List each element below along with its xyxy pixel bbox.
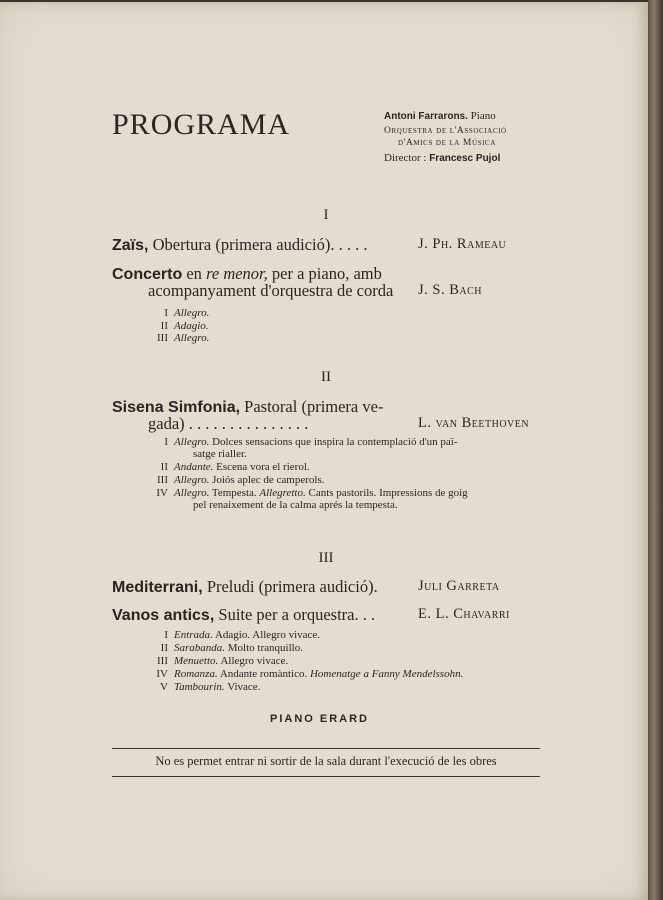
movement-item bbox=[140, 474, 325, 486]
work-composer: J. S. Bach bbox=[418, 282, 482, 298]
work-composer: Juli Garreta bbox=[418, 578, 500, 594]
section-numeral: II bbox=[321, 369, 331, 385]
movement-text: Adagio. Allegro vivace. bbox=[214, 629, 321, 641]
movement-item bbox=[140, 487, 468, 499]
movement-item bbox=[140, 461, 310, 473]
movement-number: III bbox=[157, 655, 168, 667]
pianist-credit bbox=[384, 110, 496, 122]
movement-tempo: Sarabanda. bbox=[174, 642, 226, 654]
director-credit bbox=[384, 152, 500, 164]
movement-item bbox=[140, 629, 320, 641]
work-composer: L. van Beethoven bbox=[418, 415, 530, 431]
work-description: Pastoral (primera ve- bbox=[244, 397, 384, 416]
movement-item bbox=[140, 332, 209, 344]
section-numeral: III bbox=[318, 550, 334, 566]
work-description: Obertura (primera audició). . . . . bbox=[152, 235, 368, 254]
movement-number: V bbox=[160, 681, 168, 693]
movement-tempo: Allegro. bbox=[174, 487, 210, 499]
movement-number: IV bbox=[156, 668, 168, 680]
movement-item bbox=[140, 320, 209, 332]
movement-item bbox=[140, 655, 288, 667]
work-title-line bbox=[112, 577, 378, 597]
movement-number: IV bbox=[156, 487, 168, 499]
director-label: Director : bbox=[384, 152, 427, 164]
pianist-role: Piano bbox=[470, 110, 496, 122]
work-title-line bbox=[112, 235, 367, 255]
work-description-line2: gada) . . . . . . . . . . . . . . . bbox=[148, 414, 309, 433]
work-description: en bbox=[186, 264, 202, 283]
work-title: Vanos antics, bbox=[112, 607, 215, 624]
page-title: PROGRAMA bbox=[112, 108, 291, 141]
work-title-line bbox=[112, 605, 375, 625]
pianist-name: Antoni Farrarons. bbox=[384, 111, 468, 122]
movement-item bbox=[140, 681, 260, 693]
piano-brand: PIANO ERARD bbox=[270, 713, 370, 725]
program-page bbox=[0, 2, 648, 900]
work-title: Zaïs, bbox=[112, 237, 149, 254]
movement-text: Adagio. bbox=[174, 320, 209, 332]
movement-number: II bbox=[160, 461, 168, 473]
movement-number: III bbox=[157, 332, 168, 344]
work-description: Suite per a orquestra. . . bbox=[218, 605, 376, 624]
work-key: re menor, bbox=[206, 264, 268, 283]
movement-item bbox=[140, 668, 463, 680]
movement-text-line2: satge rialler. bbox=[193, 448, 247, 460]
work-composer: J. Ph. Rameau bbox=[418, 236, 507, 252]
movement-number: I bbox=[164, 629, 168, 641]
movement-tempo: Tambourin. bbox=[174, 681, 225, 693]
movement-item bbox=[140, 436, 458, 448]
movement-tempo: Romanza. bbox=[174, 668, 218, 680]
work-title: Sisena Simfonia, bbox=[112, 399, 241, 416]
movement-text-line2: pel renaixement de la calma aprés la tempesta. bbox=[193, 499, 398, 511]
movement-tempo: Menuetto. bbox=[174, 655, 219, 667]
movement-text: Allegro. bbox=[174, 332, 210, 344]
movement-item bbox=[140, 307, 209, 319]
movement-tempo: Entrada. bbox=[174, 629, 213, 641]
movement-tempo: Allegro. bbox=[174, 474, 210, 486]
movement-text: Escena vora el rierol. bbox=[216, 461, 310, 473]
movement-text: Dolces sensacions que inspira la contemplació d'un paï- bbox=[212, 436, 458, 448]
movement-tempo-2: Allegretto. bbox=[259, 487, 306, 499]
movement-tempo: Andante. bbox=[174, 461, 214, 473]
top-rule bbox=[112, 748, 540, 749]
page-edge bbox=[648, 0, 663, 900]
work-title: Concerto bbox=[112, 266, 183, 283]
work-description: per a piano, amb bbox=[271, 264, 382, 283]
orchestra-line-2: d'Amics de la Música bbox=[398, 138, 496, 148]
movement-number: I bbox=[164, 436, 168, 448]
entry-notice: No es permet entrar ni sortir de la sala durant l'execució de les obres bbox=[155, 754, 497, 768]
movement-text: Andante romàntico. bbox=[219, 668, 308, 680]
movement-number: II bbox=[160, 642, 168, 654]
movement-dedication: Homenatge a Fanny Mendelssohn. bbox=[309, 668, 464, 680]
section-numeral: I bbox=[323, 207, 329, 223]
work-title: Mediterrani, bbox=[112, 579, 203, 596]
director-name: Francesc Pujol bbox=[429, 153, 501, 164]
movement-number: III bbox=[157, 474, 168, 486]
movement-tempo: Allegro. bbox=[174, 436, 210, 448]
movement-number: II bbox=[160, 320, 168, 332]
movement-text: Joiós aplec de camperols. bbox=[212, 474, 325, 486]
bottom-rule bbox=[112, 776, 540, 777]
work-description: Preludi (primera audició). bbox=[206, 577, 378, 596]
movement-text: Vivace. bbox=[227, 681, 261, 693]
movement-item bbox=[140, 642, 303, 654]
movement-text: Allegro. bbox=[174, 307, 210, 319]
movement-text: Allegro vivace. bbox=[220, 655, 289, 667]
work-description-line2: acompanyament d'orquestra de corda bbox=[148, 281, 394, 300]
movement-text: Tempesta. bbox=[211, 487, 257, 499]
movement-number: I bbox=[164, 307, 168, 319]
orchestra-line-1: Orquestra de l'Associació bbox=[384, 126, 507, 136]
movement-text: Cants pastorils. Impressions de goig bbox=[308, 487, 468, 499]
movement-text: Molto tranquillo. bbox=[227, 642, 303, 654]
work-composer: E. L. Chavarri bbox=[418, 606, 510, 622]
